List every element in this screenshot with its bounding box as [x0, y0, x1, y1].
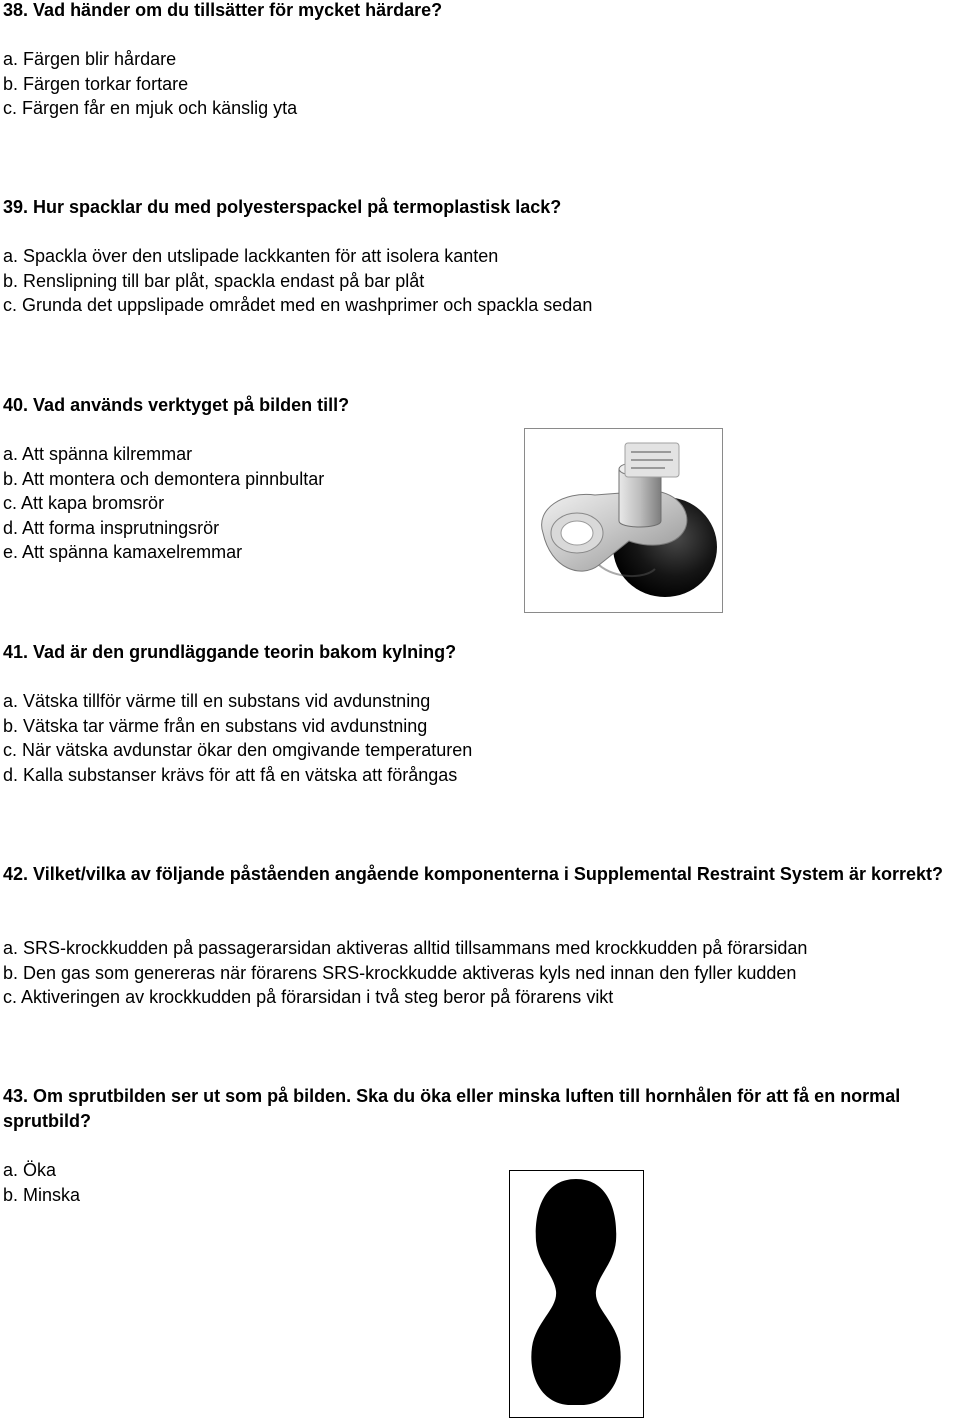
question-41-number: 41.: [3, 642, 29, 662]
question-42-heading: [3, 862, 958, 887]
option-40-d: d. Att forma insprutningsrör: [3, 517, 220, 538]
option-39-a: a. Spackla över den utslipade lackkanten för att isolera kanten: [3, 246, 499, 266]
cylinder-body: [619, 469, 661, 527]
option-39-c: c. Grunda det uppslipade området med en washprimer och spackla sedan: [3, 295, 593, 315]
ring-hole: [561, 521, 593, 545]
question-41-options: [3, 689, 472, 787]
question-40-options: [3, 442, 324, 565]
question-39-heading: [3, 195, 561, 220]
question-38-options: [3, 47, 297, 121]
option-42-b: b. Den gas som genereras när förarens SRS-krockkudde aktiveras kyls ned innan den fyller kudden: [3, 962, 797, 983]
question-39-text: Hur spacklar du med polyesterspackel på termoplastisk lack?: [33, 197, 562, 217]
question-43-heading: [3, 1084, 938, 1134]
option-42-a: a. SRS-krockkudden på passagerarsidan aktiveras alltid tillsammans med krockkudden på förarsidan: [3, 938, 808, 958]
question-40-text: Vad används verktyget på bilden till?: [33, 395, 350, 415]
option-39-b: b. Renslipning till bar plåt, spackla endast på bar plåt: [3, 270, 425, 291]
option-40-b: b. Att montera och demontera pinnbultar: [3, 468, 325, 489]
question-43-number: 43.: [3, 1086, 29, 1106]
question-40-number: 40.: [3, 395, 29, 415]
question-39-options: [3, 244, 592, 318]
spray-pattern-image: [509, 1170, 644, 1418]
question-42-number: 42.: [3, 864, 29, 884]
option-42-c: c. Aktiveringen av krockkudden på förarsidan i två steg beror på förarens vikt: [3, 987, 614, 1007]
question-43-text: Om sprutbilden ser ut som på bilden. Ska du öka eller minska luften till hornhålen för att få en normal sprutbild?: [3, 1086, 901, 1131]
option-41-d: d. Kalla substanser krävs för att få en vätska att förångas: [3, 764, 458, 785]
option-38-a: a. Färgen blir hårdare: [3, 49, 177, 69]
question-42-options: [3, 936, 807, 1010]
question-38-number: 38.: [3, 0, 29, 20]
option-38-b: b. Färgen torkar fortare: [3, 73, 189, 94]
question-43-options: [3, 1158, 80, 1207]
option-43-b: b. Minska: [3, 1184, 81, 1205]
question-40-heading: [3, 393, 349, 418]
question-42-text: Vilket/vilka av följande påståenden angående komponenterna i Supplemental Restraint System är korrekt?: [33, 864, 944, 884]
option-40-c: c. Att kapa bromsrör: [3, 493, 165, 513]
question-41-heading: [3, 640, 456, 665]
spray-pattern-shape: [510, 1171, 642, 1416]
spray-pattern-blob: [531, 1179, 620, 1405]
option-38-c: c. Färgen får en mjuk och känslig yta: [3, 98, 298, 118]
tool-photo: [524, 428, 723, 613]
question-39-number: 39.: [3, 197, 29, 217]
option-40-e: e. Att spänna kamaxelremmar: [3, 542, 243, 562]
option-41-b: b. Vätska tar värme från en substans vid avdunstning: [3, 715, 428, 736]
option-43-a: a. Öka: [3, 1160, 57, 1180]
option-41-c: c. När vätska avdunstar ökar den omgivande temperaturen: [3, 740, 473, 760]
tool-illustration: [525, 429, 722, 612]
question-38-text: Vad händer om du tillsätter för mycket härdare?: [33, 0, 443, 20]
question-38-heading: [3, 0, 442, 23]
option-40-a: a. Att spänna kilremmar: [3, 444, 193, 464]
option-41-a: a. Vätska tillför värme till en substans vid avdunstning: [3, 691, 431, 711]
question-41-text: Vad är den grundläggande teorin bakom kylning?: [33, 642, 457, 662]
